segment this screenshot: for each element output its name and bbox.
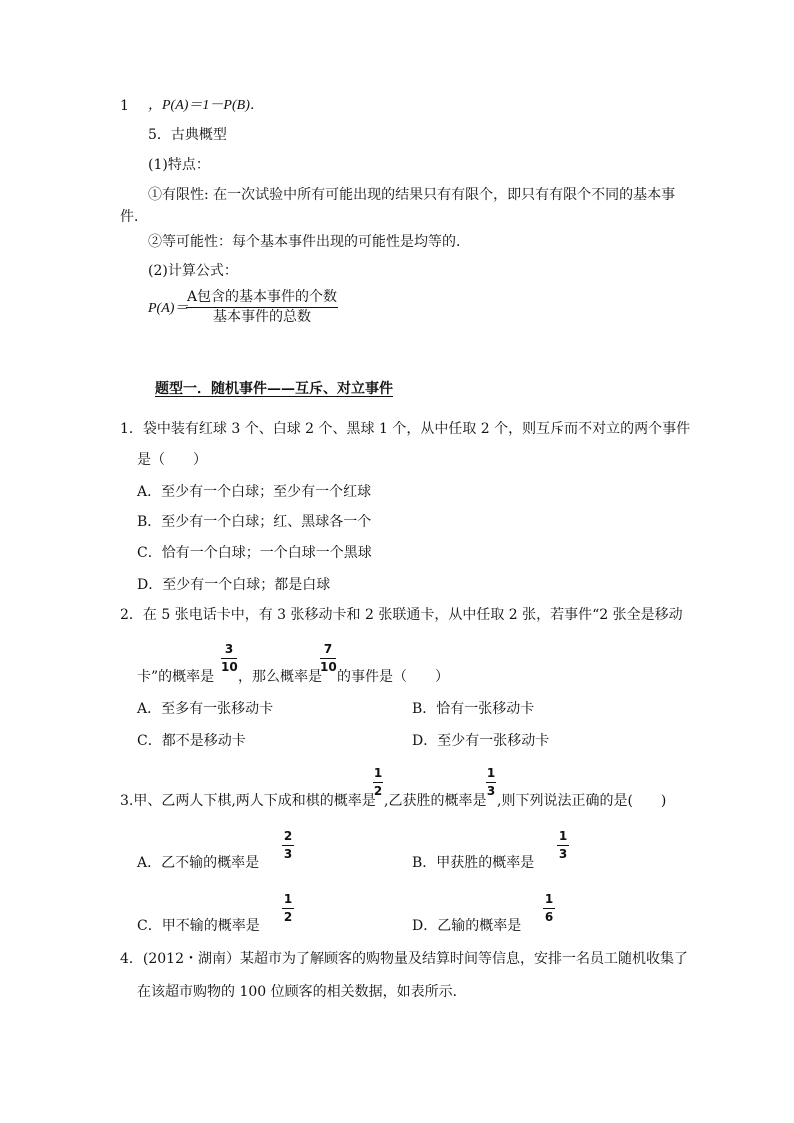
fraction-numerator: 7 [323,642,333,656]
fraction-numerator: 1 [373,766,383,780]
q3-stem-part-a: 3.甲、乙两人下棋,两人下成和棋的概率是 [120,793,376,809]
q3-option-b: B．甲获胜的概率是 [412,855,535,871]
section-heading-type1: 题型一．随机事件——互斥、对立事件 [155,381,393,397]
leading-number: 1 [120,98,129,114]
fraction-denominator: 6 [544,910,554,924]
q1-option-a: A．至少有一个白球；至少有一个红球 [137,484,372,500]
fraction-bar [320,658,336,659]
fraction-bar [373,782,383,783]
q2-stem-part-a: 卡”的概率是 [137,669,215,685]
q2-fraction-7-10 [320,642,336,675]
q2-stem-part-c: 的事件是（ ） [337,669,449,685]
features-label: (1)特点： [148,157,210,173]
q3-option-a: A．乙不输的概率是 [137,855,260,871]
fraction-denominator: 2 [283,910,293,924]
finiteness-line1: ①有限性: 在一次试验中所有可能出现的结果只有有限个，即只有有限个不同的基本事 [148,187,676,203]
equal-possibility: ②等可能性：每个基本事件出现的可能性是均等的． [148,234,470,250]
fraction-numerator: 3 [224,642,234,656]
q4-stem-line1: 4．(2012・湖南）某超市为了解顾客的购物量及结算时间等信息，安排一名员工随机收集了 [120,951,688,967]
fraction-denominator: 3 [283,847,293,861]
formula-lhs: P(A)＝ [148,301,189,316]
fraction-numerator: 1 [558,829,568,843]
fraction-numerator: 1 [283,892,293,906]
fraction-denominator: 3 [558,847,568,861]
fraction-bar [557,845,569,846]
fraction-denominator: 2 [373,784,383,798]
fraction-numerator: 1 [544,892,554,906]
q3-stem-part-c: ,则下列说法正确的是( ) [497,793,667,809]
q2-fraction-3-10 [221,642,237,675]
formula-label: (2)计算公式： [148,263,238,279]
q1-stem-line1: 1．袋中装有红球 3 个、白球 2 个、黑球 1 个，从中任取 2 个，则互斥而不对立的两个事件 [120,421,691,437]
fraction-bar [543,908,555,909]
q3-option-d-fraction [543,892,555,925]
classical-probability-fraction [186,289,338,326]
q3-option-d: D．乙输的概率是 [412,918,522,934]
fraction-bar [282,908,294,909]
q2-stem-line1: 2．在 5 张电话卡中，有 3 张移动卡和 2 张联通卡，从中任取 2 张，若事件“2 张全是移动 [120,607,683,623]
q1-option-b: B．至少有一个白球；红、黑球各一个 [137,514,372,530]
fraction-bar [186,307,338,308]
q2-option-b: B．恰有一张移动卡 [412,701,535,717]
q4-stem-line2: 在该超市购物的 100 位顾客的相关数据，如表所示． [137,984,467,1000]
fraction-bar [282,845,294,846]
q3-option-c: C．甲不输的概率是 [137,918,260,934]
fraction-bar [221,658,237,659]
q3-option-b-fraction [557,829,569,862]
q3-fraction-1-2 [373,766,383,799]
fraction-denominator: 3 [486,784,496,798]
q2-stem-part-b: ，那么概率是 [238,669,322,685]
q3-fraction-1-3 [486,766,496,799]
q3-option-a-fraction [282,829,294,862]
fraction-denominator: 10 [320,660,337,674]
q1-option-d: D．至少有一个白球；都是白球 [137,577,331,593]
finiteness-line2: 件． [120,209,148,225]
q2-option-c: C．都不是移动卡 [137,733,246,749]
fraction-numerator: 2 [283,829,293,843]
q3-option-c-fraction [282,892,294,925]
fraction-numerator: 1 [486,766,496,780]
complement-formula: ，P(A)＝1－P(B)． [148,98,264,113]
fraction-bar [486,782,496,783]
section-title-classical-probability: 5．古典概型 [148,127,227,143]
fraction-denominator: 10 [221,660,238,674]
q1-stem-line2: 是（ ） [137,452,207,468]
q3-stem-part-b: ,乙获胜的概率是 [384,793,487,809]
formula-numerator: A包含的基本事件的个数 [186,289,338,305]
q1-option-c: C．恰有一个白球；一个白球一个黑球 [137,545,372,561]
formula-denominator: 基本事件的总数 [213,309,311,325]
q2-option-a: A．至多有一张移动卡 [137,701,274,717]
q2-option-d: D．至少有一张移动卡 [412,733,550,749]
